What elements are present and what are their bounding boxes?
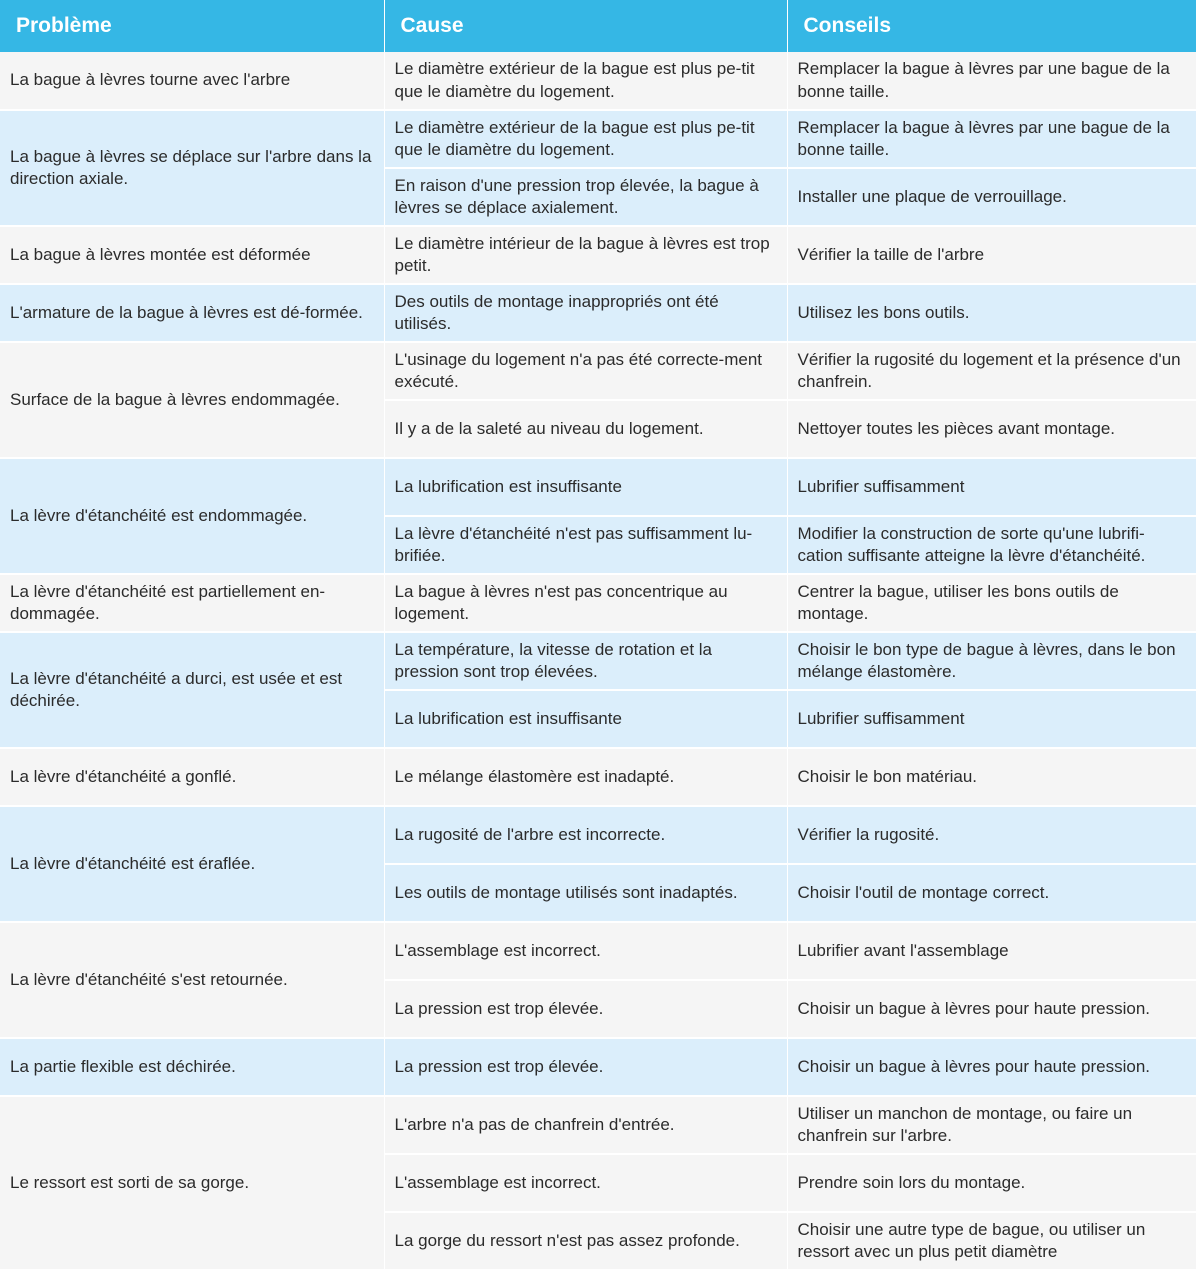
- problem-cell: La bague à lèvres se déplace sur l'arbre dans la direction axiale.: [0, 110, 384, 226]
- problem-cell: L'armature de la bague à lèvres est dé-formée.: [0, 284, 384, 342]
- cause-cell: La rugosité de l'arbre est incorrecte.: [384, 806, 787, 864]
- header-cause: Cause: [384, 0, 787, 52]
- problem-cell: La bague à lèvres tourne avec l'arbre: [0, 52, 384, 110]
- table-row: [0, 574, 1196, 632]
- cause-cell: Le diamètre intérieur de la bague à lèvres est trop petit.: [384, 226, 787, 284]
- cause-cell: La température, la vitesse de rotation et la pression sont trop élevées.: [384, 632, 787, 690]
- cause-cell: L'arbre n'a pas de chanfrein d'entrée.: [384, 1096, 787, 1154]
- advice-cell: Remplacer la bague à lèvres par une bague de la bonne taille.: [787, 110, 1196, 168]
- cause-cell: L'assemblage est incorrect.: [384, 922, 787, 980]
- cause-cell: L'assemblage est incorrect.: [384, 1154, 787, 1212]
- problem-cell: La lèvre d'étanchéité s'est retournée.: [0, 922, 384, 1038]
- cause-cell: En raison d'une pression trop élevée, la bague à lèvres se déplace axialement.: [384, 168, 787, 226]
- advice-cell: Choisir un bague à lèvres pour haute pression.: [787, 1038, 1196, 1096]
- advice-cell: Choisir une autre type de bague, ou utiliser un ressort avec un plus petit diamètre: [787, 1212, 1196, 1270]
- cause-cell: L'usinage du logement n'a pas été correcte-ment exécuté.: [384, 342, 787, 400]
- table-row: [0, 342, 1196, 400]
- problem-cell: La lèvre d'étanchéité est endommagée.: [0, 458, 384, 574]
- table-row: [0, 1096, 1196, 1154]
- advice-cell: Prendre soin lors du montage.: [787, 1154, 1196, 1212]
- header-probleme: Problème: [0, 0, 384, 52]
- table-row: [0, 284, 1196, 342]
- cause-cell: La pression est trop élevée.: [384, 1038, 787, 1096]
- cause-cell: La lubrification est insuffisante: [384, 690, 787, 748]
- problem-cell: La lèvre d'étanchéité a gonflé.: [0, 748, 384, 806]
- advice-cell: Vérifier la rugosité.: [787, 806, 1196, 864]
- cause-cell: Le diamètre extérieur de la bague est plus pe-tit que le diamètre du logement.: [384, 110, 787, 168]
- cause-cell: La gorge du ressort n'est pas assez profonde.: [384, 1212, 787, 1270]
- advice-cell: Choisir le bon matériau.: [787, 748, 1196, 806]
- table-row: [0, 226, 1196, 284]
- cause-cell: La bague à lèvres n'est pas concentrique au logement.: [384, 574, 787, 632]
- advice-cell: Vérifier la taille de l'arbre: [787, 226, 1196, 284]
- header-conseils: Conseils: [787, 0, 1196, 52]
- table-row: [0, 922, 1196, 980]
- advice-cell: Remplacer la bague à lèvres par une bague de la bonne taille.: [787, 52, 1196, 110]
- advice-cell: Installer une plaque de verrouillage.: [787, 168, 1196, 226]
- advice-cell: Vérifier la rugosité du logement et la présence d'un chanfrein.: [787, 342, 1196, 400]
- table-row: [0, 632, 1196, 690]
- advice-cell: Modifier la construction de sorte qu'une lubrifi-cation suffisante atteigne la lèvre d'étanchéité.: [787, 516, 1196, 574]
- problem-cell: La lèvre d'étanchéité a durci, est usée et est déchirée.: [0, 632, 384, 748]
- header-row: [0, 0, 1196, 52]
- advice-cell: Centrer la bague, utiliser les bons outils de montage.: [787, 574, 1196, 632]
- table-row: [0, 1038, 1196, 1096]
- table-row: [0, 806, 1196, 864]
- problem-cell: La lèvre d'étanchéité est partiellement en-dommagée.: [0, 574, 384, 632]
- advice-cell: Lubrifier suffisamment: [787, 690, 1196, 748]
- table-row: [0, 52, 1196, 110]
- cause-cell: La lèvre d'étanchéité n'est pas suffisamment lu-brifiée.: [384, 516, 787, 574]
- problem-cell: La bague à lèvres montée est déformée: [0, 226, 384, 284]
- cause-cell: La lubrification est insuffisante: [384, 458, 787, 516]
- cause-cell: Il y a de la saleté au niveau du logement.: [384, 400, 787, 458]
- advice-cell: Lubrifier suffisamment: [787, 458, 1196, 516]
- cause-cell: La pression est trop élevée.: [384, 980, 787, 1038]
- table-row: [0, 748, 1196, 806]
- cause-cell: Le mélange élastomère est inadapté.: [384, 748, 787, 806]
- cause-cell: Le diamètre extérieur de la bague est plus pe-tit que le diamètre du logement.: [384, 52, 787, 110]
- advice-cell: Choisir l'outil de montage correct.: [787, 864, 1196, 922]
- problem-cell: Le ressort est sorti de sa gorge.: [0, 1096, 384, 1270]
- cause-cell: Des outils de montage inappropriés ont été utilisés.: [384, 284, 787, 342]
- problem-cell: Surface de la bague à lèvres endommagée.: [0, 342, 384, 458]
- table-row: [0, 110, 1196, 168]
- advice-cell: Utilisez les bons outils.: [787, 284, 1196, 342]
- advice-cell: Utiliser un manchon de montage, ou faire un chanfrein sur l'arbre.: [787, 1096, 1196, 1154]
- advice-cell: Choisir un bague à lèvres pour haute pression.: [787, 980, 1196, 1038]
- advice-cell: Nettoyer toutes les pièces avant montage.: [787, 400, 1196, 458]
- cause-cell: Les outils de montage utilisés sont inadaptés.: [384, 864, 787, 922]
- table-row: [0, 458, 1196, 516]
- advice-cell: Choisir le bon type de bague à lèvres, dans le bon mélange élastomère.: [787, 632, 1196, 690]
- advice-cell: Lubrifier avant l'assemblage: [787, 922, 1196, 980]
- problem-cell: La partie flexible est déchirée.: [0, 1038, 384, 1096]
- problem-cell: La lèvre d'étanchéité est éraflée.: [0, 806, 384, 922]
